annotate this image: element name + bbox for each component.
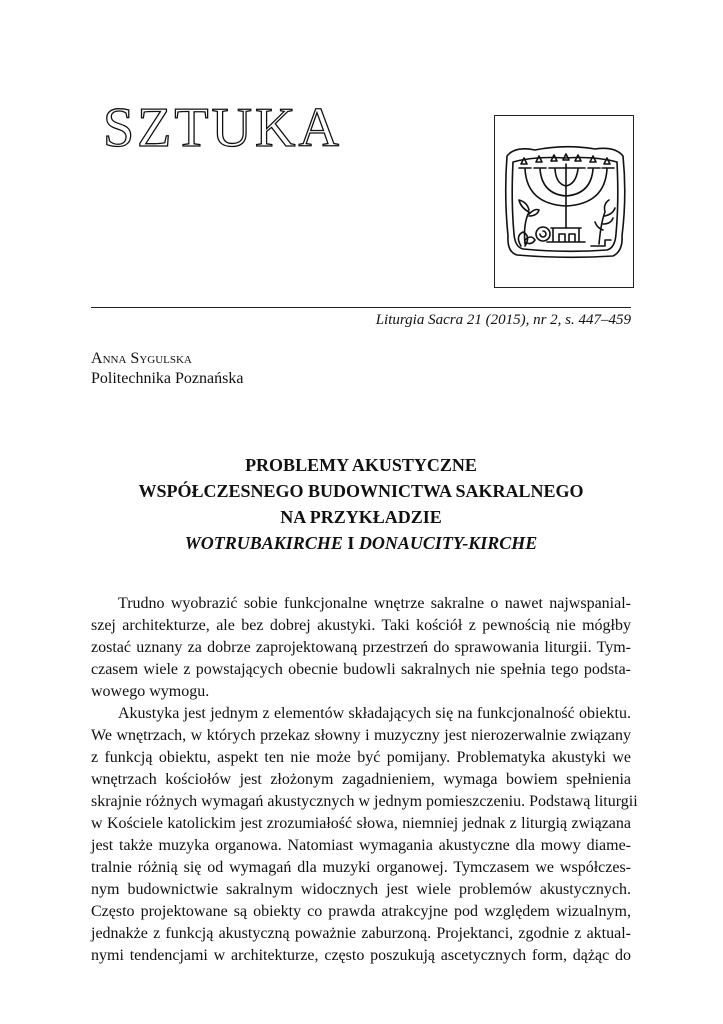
body-line: nymi tendencjami w architekturze, często poszukują ascetycznych form, dążąc do: [91, 947, 631, 964]
body-line: wowego wymogu.: [91, 683, 210, 700]
body-line: skrajnie różnych wymagań akustycznych w jednym pomieszczeniu. Podstawą liturgii: [91, 793, 638, 810]
header-rule: [91, 307, 631, 308]
body-line: Często projektowane są obiekty co prawda atrakcyjne pod względem wizualnym,: [91, 903, 631, 920]
body-line: Akustyka jest jednym z elementów składających się na funkcjonalność obiektu.: [118, 705, 631, 722]
author-initial-1: A: [91, 350, 103, 367]
menorah-icon: [495, 116, 635, 289]
title-line-4: [91, 530, 631, 556]
title-conjunction: I: [342, 533, 359, 553]
body-line: szej architekturze, ale bez dobrej akustyki. Taki kościół z pewnością nie mógłby: [91, 617, 631, 634]
body-line: tralnie różnią się od wymagań dla muzyki organowej. Tymczasem we współczes-: [91, 859, 631, 876]
body-line: nym budownictwie sakralnym widocznych jest wiele problemów akustycznych.: [91, 881, 631, 898]
body-line: jednakże z funkcją akustyczną poważnie zaburzoną. Projektanci, zgodnie z aktual-: [91, 925, 631, 942]
body-line: We wnętrzach, w których przekaz słowny i muzyczny jest nierozerwalnie związany: [91, 727, 631, 744]
body-line: zostać uznany za dobrze zaprojektowaną przestrzeń do sprawowania liturgii. Tym-: [91, 639, 631, 656]
journal-citation: Liturgia Sacra 21 (2015), nr 2, s. 447–459: [375, 312, 631, 328]
author-name-part-1: nna: [102, 350, 127, 367]
title-line-2: WSPÓŁCZESNEGO BUDOWNICTWA SAKRALNEGO: [138, 481, 584, 501]
title-church-1: WOTRUBAKIRCHE: [184, 533, 343, 553]
body-line: z funkcją obiektu, aspekt ten nie może być pomijany. Problematyka akustyki we: [91, 749, 631, 766]
article-title: [91, 452, 631, 556]
menorah-logo: [494, 115, 634, 288]
author-initial-2: S: [130, 350, 140, 367]
title-church-2: DONAUCITY-KIRCHE: [358, 533, 538, 553]
body-line: czasem wiele z powstających obecnie budowli sakralnych nie spełnia tego podsta-: [91, 661, 631, 678]
author-name: [91, 349, 192, 369]
author-name-part-2: ygulska: [139, 350, 192, 367]
body-line: w Kościele katolickim jest zrozumiałość słowa, niemniej jednak z liturgią związana: [91, 815, 631, 832]
body-line: jest także muzyka organowa. Natomiast wymagania akustyczne dla mowy diame-: [91, 837, 631, 854]
body-line: wnętrzach kościołów jest złożonym zagadnieniem, wymaga bowiem spełnienia: [91, 771, 631, 788]
title-line-3: NA PRZYKŁADZIE: [280, 507, 442, 527]
author-affiliation: Politechnika Poznańska: [91, 370, 244, 387]
body-line: Trudno wyobrazić sobie funkcjonalne wnętrze sakralne o nawet najwspanial-: [118, 595, 631, 612]
title-line-1: PROBLEMY AKUSTYCZNE: [245, 455, 477, 475]
section-title: SZTUKA: [103, 97, 342, 159]
